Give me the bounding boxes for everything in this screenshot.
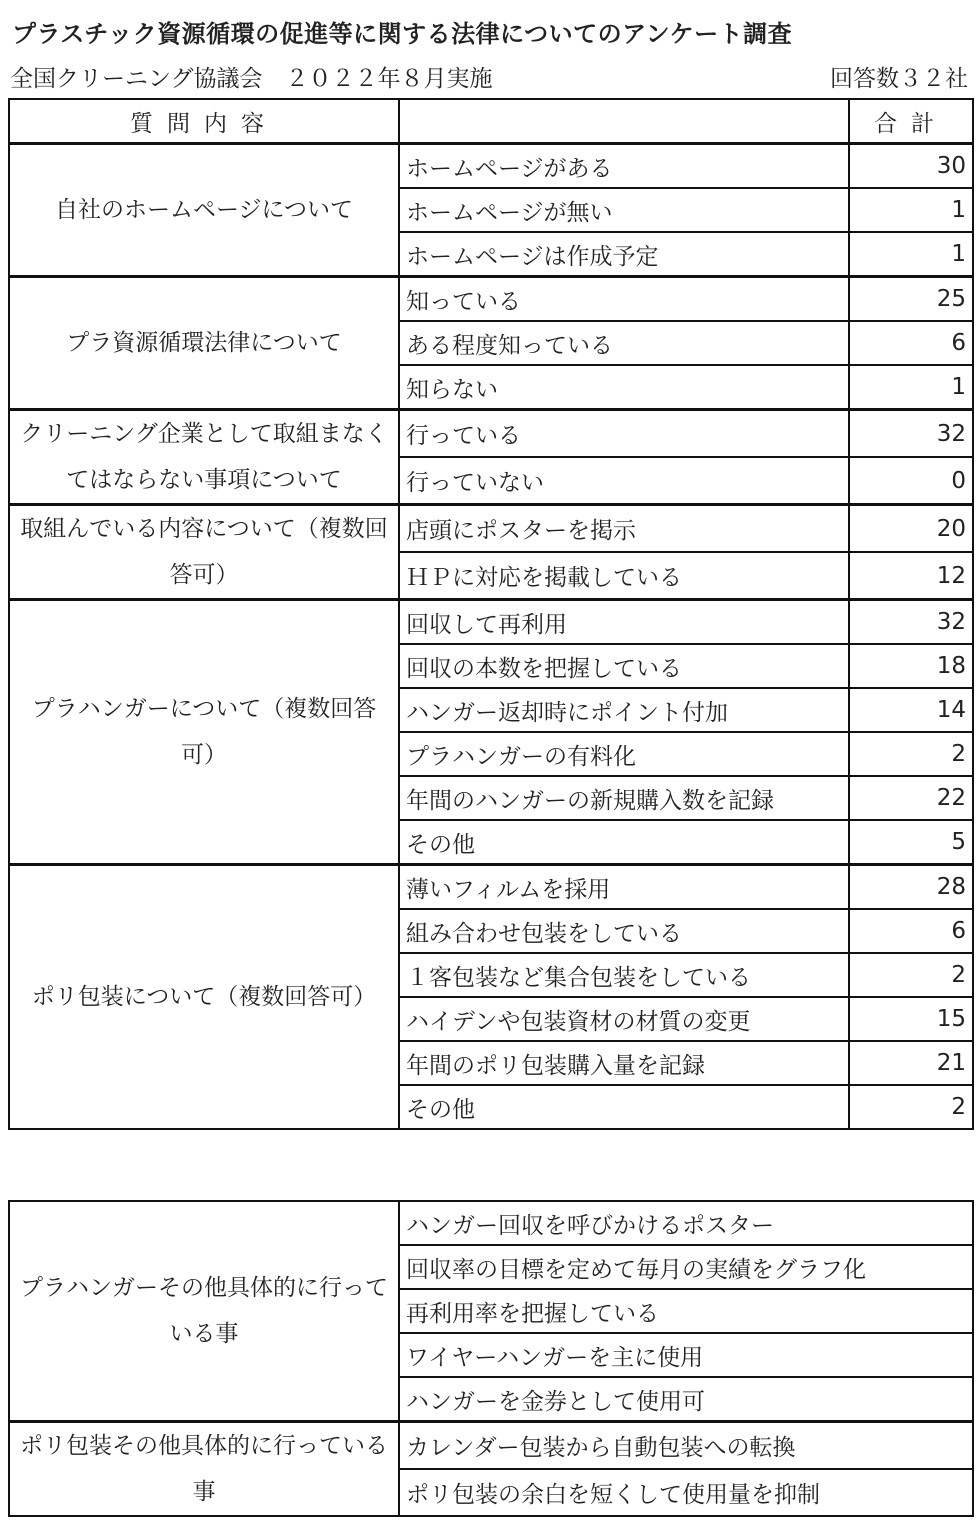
table-header-row xyxy=(9,99,973,144)
other-initiatives-table xyxy=(8,1200,974,1517)
question-cell: プラハンガーについて（複数回答可） xyxy=(9,600,399,865)
total-cell: 0 xyxy=(849,457,973,505)
question-cell: 自社のホームページについて xyxy=(9,144,399,277)
total-cell: 5 xyxy=(849,820,973,865)
answer-cell: 再利用率を把握している xyxy=(399,1289,973,1333)
answer-cell: 知っている xyxy=(399,277,849,322)
total-cell: 15 xyxy=(849,997,973,1041)
table-row xyxy=(9,144,973,189)
organization-date: 全国クリーニング協議会 ２０２２年８月実施 xyxy=(10,66,493,92)
total-cell: 6 xyxy=(849,909,973,953)
table-row xyxy=(9,505,973,553)
answer-cell: １客包装など集合包装をしている xyxy=(399,953,849,997)
table-row xyxy=(9,1201,973,1245)
total-cell: 32 xyxy=(849,600,973,645)
table-row xyxy=(9,865,973,910)
answer-cell: 薄いフィルムを採用 xyxy=(399,865,849,910)
answer-cell: ホームページは作成予定 xyxy=(399,232,849,277)
answer-cell: ハンガーを金券として使用可 xyxy=(399,1377,973,1422)
response-count: 回答数３２社 xyxy=(830,66,968,92)
total-cell: 18 xyxy=(849,644,973,688)
total-cell: 25 xyxy=(849,277,973,322)
answer-cell: プラハンガーの有料化 xyxy=(399,732,849,776)
answer-cell: ハンガー回収を呼びかけるポスター xyxy=(399,1201,973,1245)
table-row xyxy=(9,410,973,458)
total-cell: 1 xyxy=(849,232,973,277)
answer-cell: 年間のハンガーの新規購入数を記録 xyxy=(399,776,849,820)
answer-cell: 年間のポリ包装購入量を記録 xyxy=(399,1041,849,1085)
answer-cell: 回収率の目標を定めて毎月の実績をグラフ化 xyxy=(399,1245,973,1289)
total-cell: 1 xyxy=(849,365,973,410)
question-cell: プラ資源循環法律について xyxy=(9,277,399,410)
total-cell: 2 xyxy=(849,953,973,997)
total-cell: 22 xyxy=(849,776,973,820)
answer-cell: ホームページが無い xyxy=(399,188,849,232)
total-cell: 6 xyxy=(849,321,973,365)
question-cell: ポリ包装その他具体的に行っている事 xyxy=(9,1422,399,1517)
table-row xyxy=(9,1422,973,1470)
question-cell: 取組んでいる内容について（複数回答可） xyxy=(9,505,399,600)
answer-cell: ポリ包装の余白を短くして使用量を抑制 xyxy=(399,1469,973,1516)
answer-cell: ハイデンや包装資材の材質の変更 xyxy=(399,997,849,1041)
total-cell: 28 xyxy=(849,865,973,910)
answer-cell: 店頭にポスターを掲示 xyxy=(399,505,849,553)
question-cell: プラハンガーその他具体的に行っている事 xyxy=(9,1201,399,1422)
answer-cell: ある程度知っている xyxy=(399,321,849,365)
table-row xyxy=(9,600,973,645)
answer-cell: その他 xyxy=(399,820,849,865)
answer-cell: ホームページがある xyxy=(399,144,849,189)
answer-cell: 行っている xyxy=(399,410,849,458)
total-cell: 14 xyxy=(849,688,973,732)
answer-cell: ワイヤーハンガーを主に使用 xyxy=(399,1333,973,1377)
answer-cell: ＨＰに対応を掲載している xyxy=(399,552,849,600)
answer-cell: 回収して再利用 xyxy=(399,600,849,645)
total-cell: 1 xyxy=(849,188,973,232)
total-cell: 2 xyxy=(849,732,973,776)
total-cell: 21 xyxy=(849,1041,973,1085)
total-cell: 2 xyxy=(849,1085,973,1129)
total-cell: 30 xyxy=(849,144,973,189)
page-title: プラスチック資源循環の促進等に関する法律についてのアンケート調査 xyxy=(12,20,793,48)
total-cell: 12 xyxy=(849,552,973,600)
answer-cell: その他 xyxy=(399,1085,849,1129)
answer-cell: 回収の本数を把握している xyxy=(399,644,849,688)
header-total: 合計 xyxy=(849,99,973,144)
total-cell: 20 xyxy=(849,505,973,553)
question-cell: ポリ包装について（複数回答可） xyxy=(9,865,399,1130)
total-cell: 32 xyxy=(849,410,973,458)
header-answer xyxy=(399,99,849,144)
answer-cell: ハンガー返却時にポイント付加 xyxy=(399,688,849,732)
survey-results-table xyxy=(8,98,974,1130)
table-row xyxy=(9,277,973,322)
question-cell: クリーニング企業として取組まなくてはならない事項について xyxy=(9,410,399,505)
answer-cell: 知らない xyxy=(399,365,849,410)
answer-cell: 組み合わせ包装をしている xyxy=(399,909,849,953)
header-question: 質問内容 xyxy=(9,99,399,144)
answer-cell: カレンダー包装から自動包装への転換 xyxy=(399,1422,973,1470)
answer-cell: 行っていない xyxy=(399,457,849,505)
